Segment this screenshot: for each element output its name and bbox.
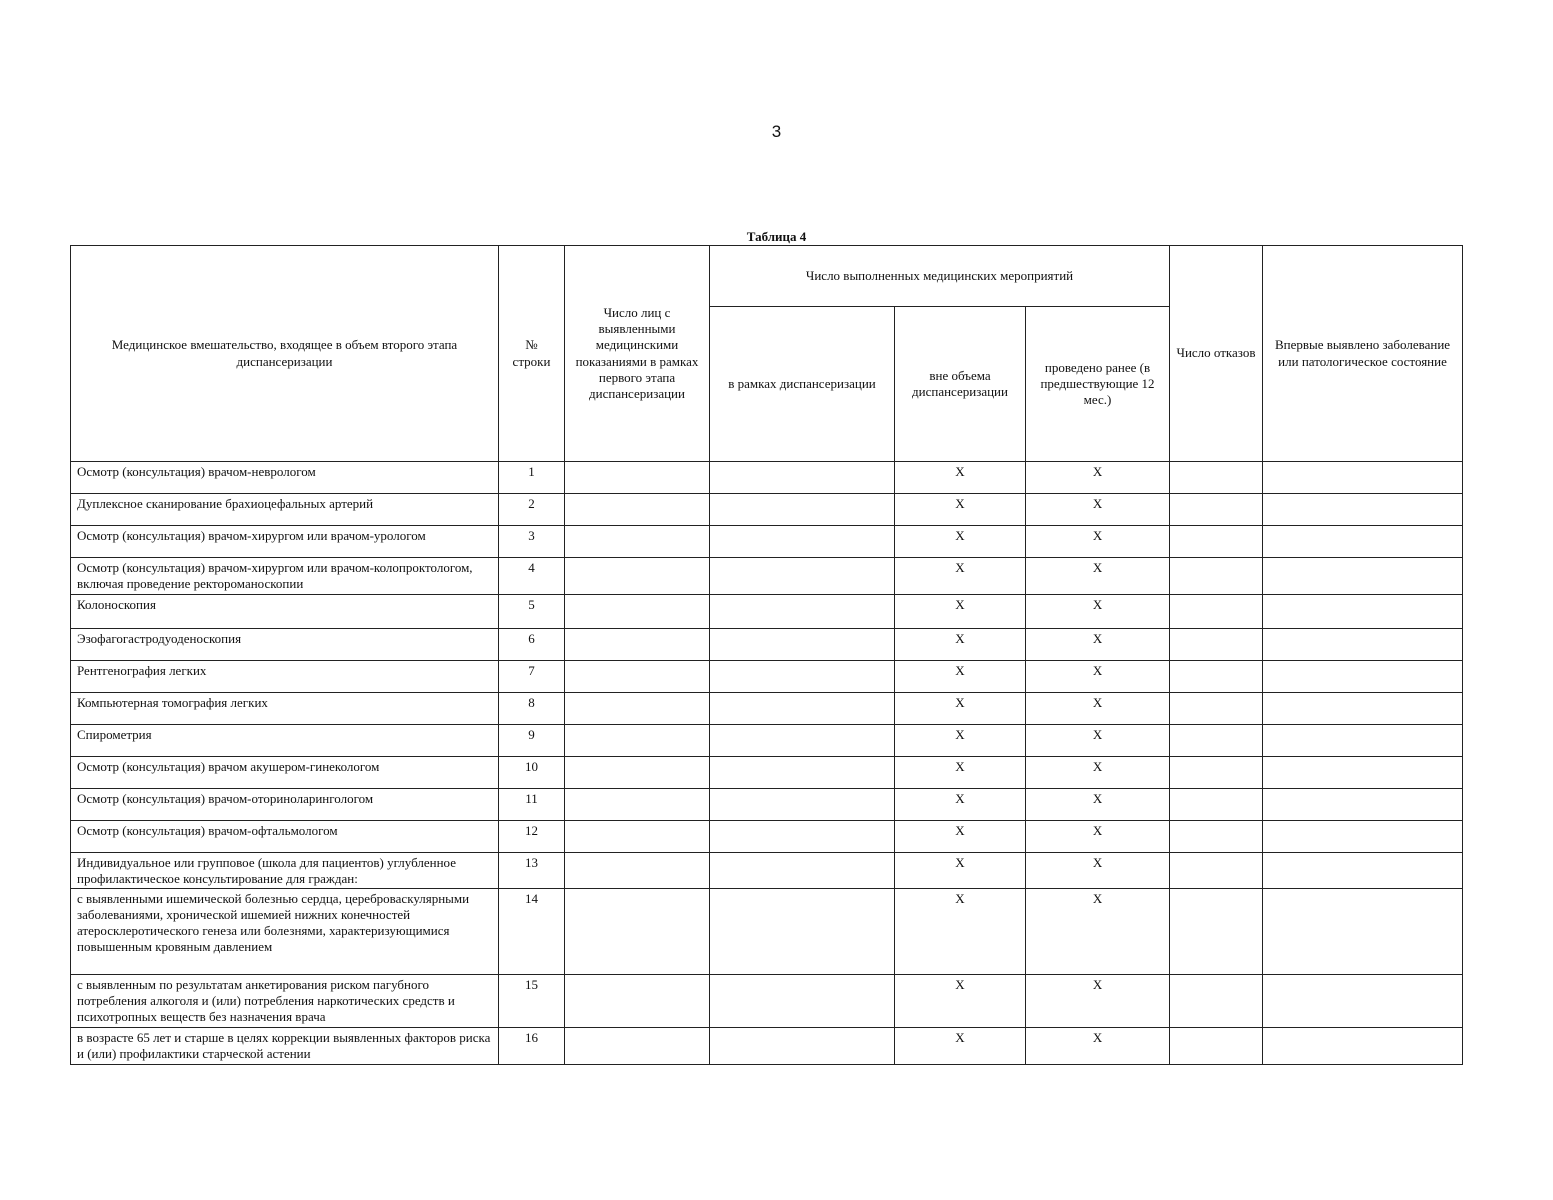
header-within-dispensary: в рамках диспансеризации (710, 307, 895, 462)
table-row (71, 628, 1463, 660)
cell-row-number: 16 (499, 1028, 565, 1065)
page-number: 3 (771, 122, 782, 141)
cell-intervention: Осмотр (консультация) врачом-хирургом или врачом-колопроктологом, включая проведение ректороманоскопии (71, 558, 499, 595)
cell-intervention: Рентгенография легких (71, 660, 499, 692)
header-first-detected: Впервые выявлено заболевание или патологическое состояние (1263, 246, 1463, 462)
cell-first-detected (1263, 724, 1463, 756)
cell-within-dispensary (710, 889, 895, 975)
cell-outside-dispensary: X (895, 788, 1026, 820)
cell-persons-indicated (565, 692, 710, 724)
cell-refusals (1170, 820, 1263, 852)
cell-performed-earlier: X (1026, 660, 1170, 692)
table-row (71, 724, 1463, 756)
cell-outside-dispensary: X (895, 692, 1026, 724)
table-row (71, 756, 1463, 788)
cell-outside-dispensary: X (895, 594, 1026, 628)
cell-row-number: 8 (499, 692, 565, 724)
cell-outside-dispensary: X (895, 628, 1026, 660)
cell-within-dispensary (710, 756, 895, 788)
cell-outside-dispensary: X (895, 756, 1026, 788)
cell-intervention: Осмотр (консультация) врачом-хирургом или врачом-урологом (71, 526, 499, 558)
cell-refusals (1170, 852, 1263, 889)
cell-first-detected (1263, 462, 1463, 494)
cell-refusals (1170, 889, 1263, 975)
cell-first-detected (1263, 692, 1463, 724)
dispensary-table (70, 245, 1463, 1065)
cell-row-number: 11 (499, 788, 565, 820)
cell-within-dispensary (710, 724, 895, 756)
cell-persons-indicated (565, 889, 710, 975)
cell-outside-dispensary: X (895, 820, 1026, 852)
cell-within-dispensary (710, 1028, 895, 1065)
cell-first-detected (1263, 660, 1463, 692)
cell-within-dispensary (710, 558, 895, 595)
cell-first-detected (1263, 788, 1463, 820)
cell-refusals (1170, 594, 1263, 628)
cell-first-detected (1263, 594, 1463, 628)
cell-performed-earlier: X (1026, 820, 1170, 852)
cell-row-number: 5 (499, 594, 565, 628)
cell-persons-indicated (565, 628, 710, 660)
cell-refusals (1170, 558, 1263, 595)
cell-row-number: 4 (499, 558, 565, 595)
cell-outside-dispensary: X (895, 462, 1026, 494)
cell-performed-earlier: X (1026, 889, 1170, 975)
cell-intervention: Спирометрия (71, 724, 499, 756)
cell-first-detected (1263, 975, 1463, 1028)
cell-persons-indicated (565, 462, 710, 494)
cell-persons-indicated (565, 660, 710, 692)
cell-intervention: с выявленными ишемической болезнью сердца, цереброваскулярными заболеваниями, хронической ишемией нижних конечностей атеросклеротического генеза или болезнями, характеризующимися повышенным кровяным давлением (71, 889, 499, 975)
table-row (71, 494, 1463, 526)
cell-first-detected (1263, 1028, 1463, 1065)
table-row (71, 558, 1463, 595)
cell-performed-earlier: X (1026, 594, 1170, 628)
table-caption: Таблица 4 (746, 229, 807, 244)
cell-performed-earlier: X (1026, 756, 1170, 788)
cell-persons-indicated (565, 724, 710, 756)
cell-performed-earlier: X (1026, 1028, 1170, 1065)
cell-within-dispensary (710, 628, 895, 660)
table-row (71, 462, 1463, 494)
header-intervention: Медицинское вмешательство, входящее в объем второго этапа диспансеризации (71, 246, 499, 462)
cell-first-detected (1263, 526, 1463, 558)
cell-intervention: Колоноскопия (71, 594, 499, 628)
cell-outside-dispensary: X (895, 494, 1026, 526)
cell-outside-dispensary: X (895, 558, 1026, 595)
cell-within-dispensary (710, 788, 895, 820)
cell-refusals (1170, 494, 1263, 526)
cell-refusals (1170, 724, 1263, 756)
cell-row-number: 1 (499, 462, 565, 494)
cell-persons-indicated (565, 975, 710, 1028)
table-row (71, 692, 1463, 724)
table-row (71, 889, 1463, 975)
cell-persons-indicated (565, 852, 710, 889)
header-refusals: Число отказов (1170, 246, 1263, 462)
cell-first-detected (1263, 889, 1463, 975)
cell-performed-earlier: X (1026, 852, 1170, 889)
cell-first-detected (1263, 852, 1463, 889)
cell-within-dispensary (710, 494, 895, 526)
cell-within-dispensary (710, 660, 895, 692)
cell-within-dispensary (710, 975, 895, 1028)
cell-outside-dispensary: X (895, 724, 1026, 756)
table-row (71, 788, 1463, 820)
cell-within-dispensary (710, 692, 895, 724)
cell-refusals (1170, 660, 1263, 692)
cell-intervention: Осмотр (консультация) врачом-неврологом (71, 462, 499, 494)
cell-intervention: Дуплексное сканирование брахиоцефальных артерий (71, 494, 499, 526)
cell-performed-earlier: X (1026, 724, 1170, 756)
header-performed-group: Число выполненных медицинских мероприятий (710, 246, 1170, 307)
cell-row-number: 14 (499, 889, 565, 975)
cell-refusals (1170, 788, 1263, 820)
cell-performed-earlier: X (1026, 788, 1170, 820)
cell-intervention: Осмотр (консультация) врачом-офтальмологом (71, 820, 499, 852)
cell-persons-indicated (565, 756, 710, 788)
cell-persons-indicated (565, 788, 710, 820)
cell-persons-indicated (565, 1028, 710, 1065)
table-row (71, 1028, 1463, 1065)
cell-first-detected (1263, 756, 1463, 788)
cell-intervention: Индивидуальное или групповое (школа для пациентов) углубленное профилактическое консультирование для граждан: (71, 852, 499, 889)
header-row (71, 246, 1463, 307)
cell-within-dispensary (710, 526, 895, 558)
cell-row-number: 15 (499, 975, 565, 1028)
cell-row-number: 7 (499, 660, 565, 692)
cell-row-number: 12 (499, 820, 565, 852)
cell-within-dispensary (710, 462, 895, 494)
cell-refusals (1170, 756, 1263, 788)
cell-outside-dispensary: X (895, 526, 1026, 558)
header-outside-dispensary: вне объема диспансеризации (895, 307, 1026, 462)
cell-intervention: с выявленным по результатам анкетирования риском пагубного потребления алкоголя и (или) потребления наркотических средств и психотропных веществ без назначения врача (71, 975, 499, 1028)
cell-refusals (1170, 628, 1263, 660)
header-persons-indicated: Число лиц с выявленными медицинскими показаниями в рамках первого этапа диспансеризации (565, 246, 710, 462)
cell-row-number: 2 (499, 494, 565, 526)
cell-performed-earlier: X (1026, 975, 1170, 1028)
cell-within-dispensary (710, 594, 895, 628)
cell-intervention: Осмотр (консультация) врачом акушером-гинекологом (71, 756, 499, 788)
cell-row-number: 6 (499, 628, 565, 660)
cell-row-number: 13 (499, 852, 565, 889)
cell-performed-earlier: X (1026, 558, 1170, 595)
cell-intervention: Эзофагогастродуоденоскопия (71, 628, 499, 660)
cell-outside-dispensary: X (895, 1028, 1026, 1065)
cell-refusals (1170, 975, 1263, 1028)
cell-intervention: Осмотр (консультация) врачом-оториноларингологом (71, 788, 499, 820)
cell-first-detected (1263, 628, 1463, 660)
cell-persons-indicated (565, 494, 710, 526)
cell-refusals (1170, 692, 1263, 724)
cell-outside-dispensary: X (895, 852, 1026, 889)
cell-persons-indicated (565, 558, 710, 595)
cell-first-detected (1263, 558, 1463, 595)
cell-refusals (1170, 526, 1263, 558)
cell-performed-earlier: X (1026, 494, 1170, 526)
cell-persons-indicated (565, 526, 710, 558)
table-row (71, 820, 1463, 852)
cell-outside-dispensary: X (895, 975, 1026, 1028)
cell-refusals (1170, 462, 1263, 494)
table-row (71, 975, 1463, 1028)
cell-performed-earlier: X (1026, 526, 1170, 558)
cell-intervention: в возрасте 65 лет и старше в целях коррекции выявленных факторов риска и (или) профилактики старческой астении (71, 1028, 499, 1065)
header-row-number: № строки (499, 246, 565, 462)
cell-performed-earlier: X (1026, 462, 1170, 494)
cell-row-number: 10 (499, 756, 565, 788)
cell-row-number: 9 (499, 724, 565, 756)
cell-first-detected (1263, 494, 1463, 526)
cell-within-dispensary (710, 820, 895, 852)
header-performed-earlier: проведено ранее (в предшествующие 12 мес.) (1026, 307, 1170, 462)
cell-within-dispensary (710, 852, 895, 889)
cell-persons-indicated (565, 594, 710, 628)
cell-performed-earlier: X (1026, 692, 1170, 724)
cell-refusals (1170, 1028, 1263, 1065)
table-row (71, 660, 1463, 692)
table-row (71, 852, 1463, 889)
cell-intervention: Компьютерная томография легких (71, 692, 499, 724)
cell-outside-dispensary: X (895, 660, 1026, 692)
cell-row-number: 3 (499, 526, 565, 558)
cell-performed-earlier: X (1026, 628, 1170, 660)
cell-persons-indicated (565, 820, 710, 852)
table-row (71, 526, 1463, 558)
table-row (71, 594, 1463, 628)
table-body (71, 462, 1463, 1065)
cell-outside-dispensary: X (895, 889, 1026, 975)
cell-first-detected (1263, 820, 1463, 852)
